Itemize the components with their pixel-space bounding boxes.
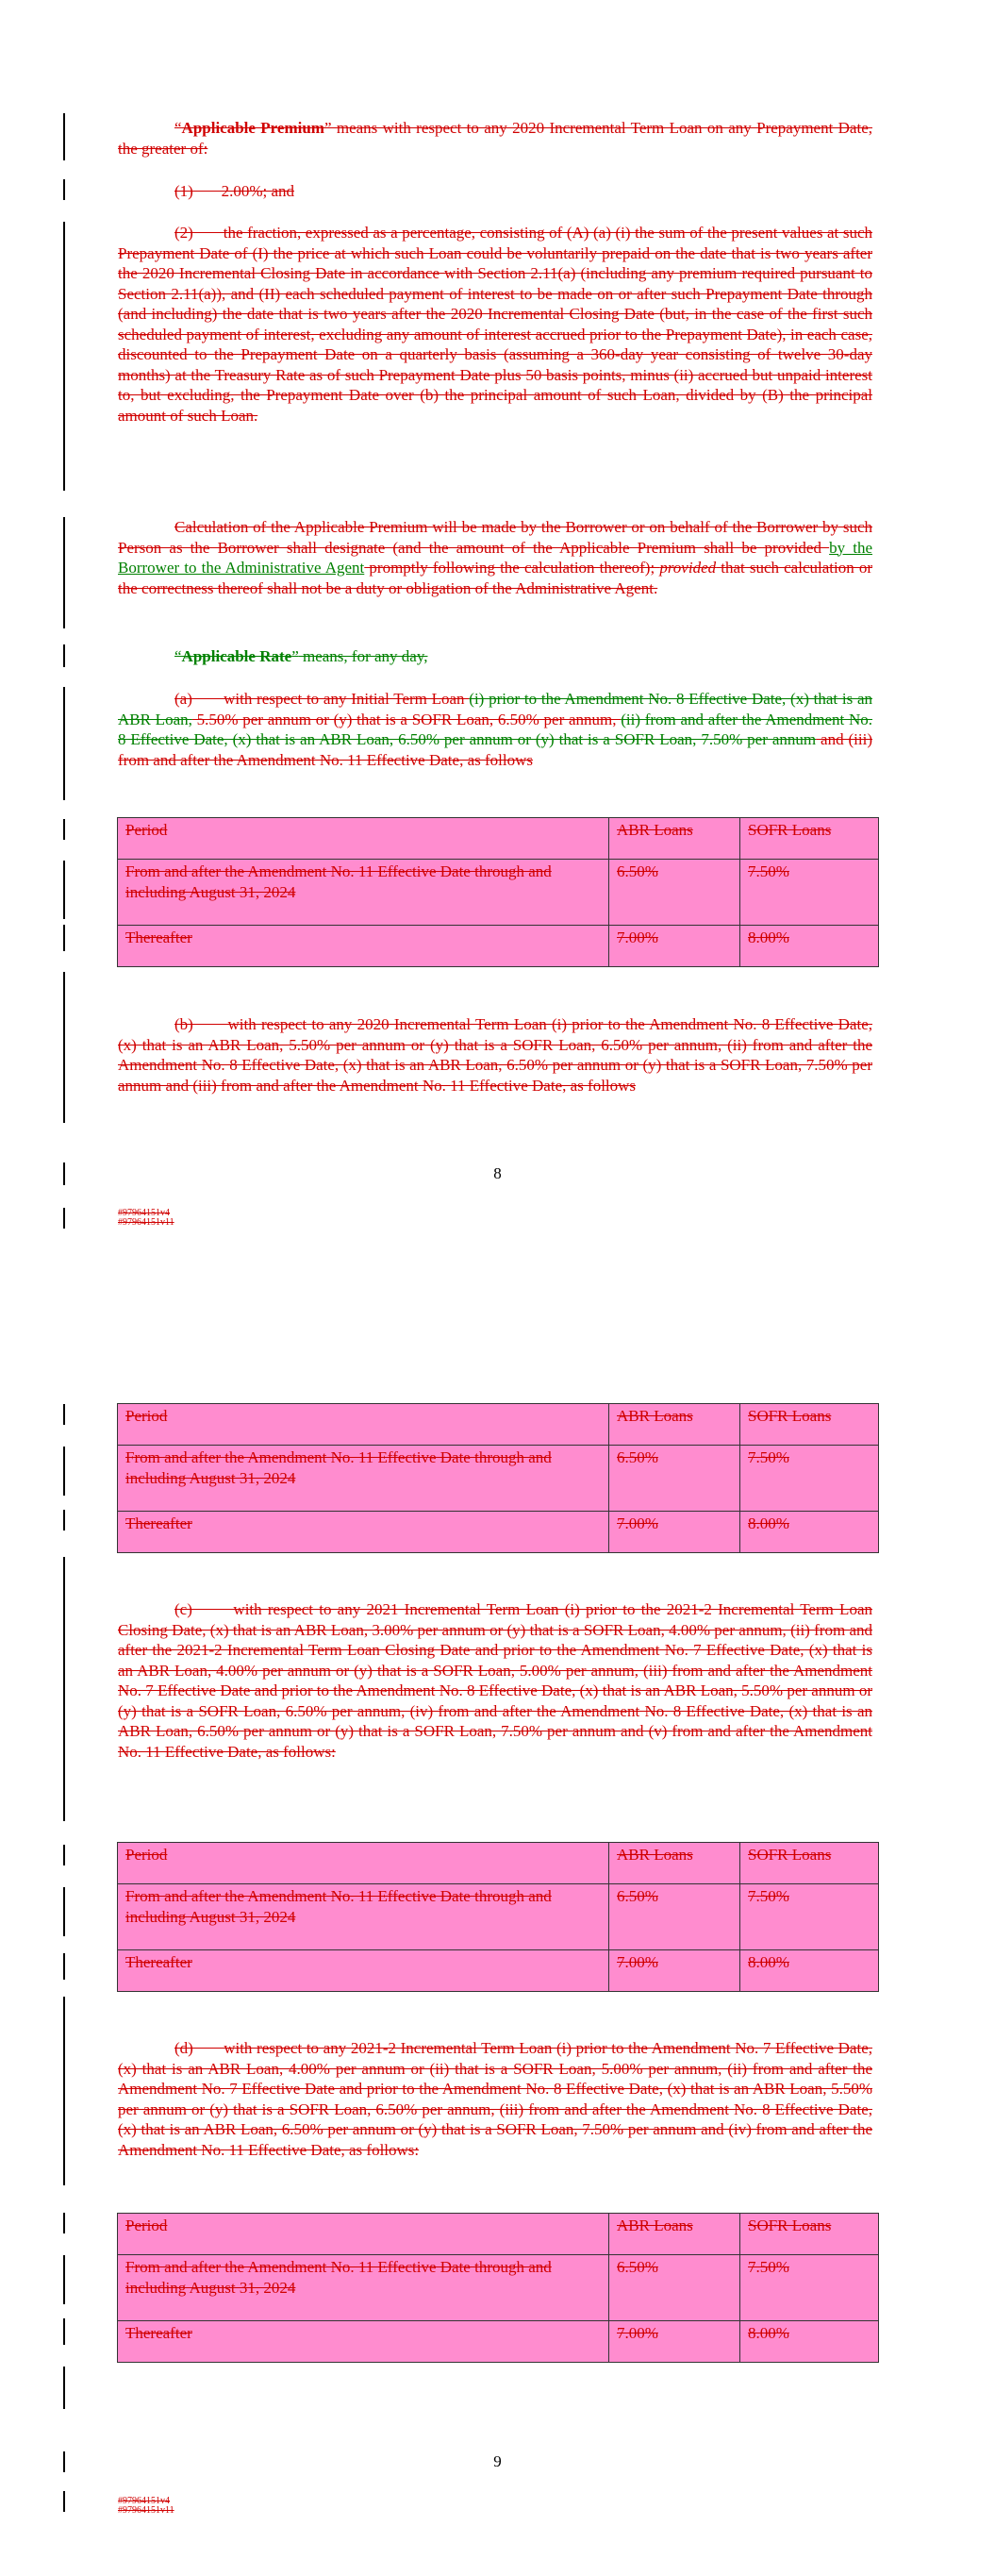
applicable-rate-definition: “Applicable Rate” means, for any day, [174, 647, 428, 665]
change-bar [63, 819, 65, 840]
change-bar [63, 925, 65, 951]
change-bar [63, 2213, 65, 2233]
change-bar [63, 2367, 65, 2409]
rate-clause-d: (d) with respect to any 2021-2 Incremental Term Loan (i) prior to the Amendment No. 7 Effective Date, (x) that is an ABR Loan, 4.00% per annum or (ii) that is a SOFR Loan, 5.00% per annum, (ii) from and after the Amendment No. 7 Effective Date and prior to the Amendment No. 8 Effective Date, (x) that is an ABR Loan, 5.50% per annum or (y) that is a SOFR Loan, 6.50% per annum, (iii) from and after the Amendment No. 8 Effective Date, (x) that is an ABR Loan, 6.50% per annum or (y) that is a SOFR Loan, 7.50% per annum and (iv) from and after the Amendment No. 11 Effective Date, as follows: [118, 2039, 872, 2159]
change-bar [63, 644, 65, 667]
header-period: Period [118, 818, 609, 860]
document-id: #97964151v11 [118, 2505, 174, 2516]
header-sofr: SOFR Loans [740, 818, 879, 860]
document-id: #97964151v4 [118, 1208, 170, 1218]
change-bar [63, 1404, 65, 1425]
table-row: Thereafter 7.00% 8.00% [118, 926, 879, 967]
applicable-premium-term: Applicable Premium [181, 119, 324, 137]
change-bar [63, 1845, 65, 1865]
premium-calculation-paragraph: Calculation of the Applicable Premium will be made by the Borrower or on behalf of the Borrower by such Person as the Borrower shall designate (and the amount of the Applicable Premium shall be provided by the Borrower to the Administrative Agent promptly following the calculation thereof); provided that such calculation or the correctness thereof shall not be a duty or obligation of the Administrative Agent. [118, 518, 872, 597]
change-bar [63, 972, 65, 1123]
applicable-premium-intro: means with respect to any 2020 Incremental Term Loan on any Prepayment Date, the greater of: [118, 119, 872, 158]
table-header-row: Period ABR Loans SOFR Loans [118, 1404, 879, 1446]
change-bar [63, 1953, 65, 1980]
change-bar [63, 1208, 65, 1229]
change-bar [63, 1447, 65, 1496]
change-bar [63, 179, 65, 200]
change-bar [63, 687, 65, 800]
table-row: From and after the Amendment No. 11 Effective Date through and including August 31, 2024 6.50% 7.50% [118, 860, 879, 926]
table-header-row: Period ABR Loans SOFR Loans [118, 1843, 879, 1884]
table-row: Thereafter 7.00% 8.00% [118, 1950, 879, 1992]
applicable-rate-term: Applicable Rate [181, 647, 292, 665]
change-bar [63, 113, 65, 160]
header-abr: ABR Loans [609, 818, 740, 860]
table-row: From and after the Amendment No. 11 Effective Date through and including August 31, 2024 6.50% 7.50% [118, 1446, 879, 1512]
table-row: From and after the Amendment No. 11 Effective Date through and including August 31, 2024 6.50% 7.50% [118, 1884, 879, 1950]
table-header-row [118, 818, 879, 860]
table-row: Thereafter 7.00% 8.00% [118, 2321, 879, 2363]
table-row: From and after the Amendment No. 11 Effective Date through and including August 31, 2024 6.50% 7.50% [118, 2255, 879, 2321]
document-id: #97964151v4 [118, 2496, 170, 2506]
change-bar [63, 1887, 65, 1936]
change-bar [63, 2318, 65, 2345]
change-bar [63, 1510, 65, 1531]
change-bar [63, 2255, 65, 2304]
change-bar [63, 2491, 65, 2512]
page-number: 9 [493, 2452, 502, 2470]
table-header-row: Period ABR Loans SOFR Loans [118, 2214, 879, 2255]
premium-item-1: (1) 2.00%; and [174, 182, 295, 200]
rate-table [117, 2213, 879, 2363]
change-bar [63, 517, 65, 628]
rate-table [117, 1842, 879, 1992]
premium-item-2: (2) the fraction, expressed as a percentage, consisting of (A) (a) (i) the sum of the present values at such Prepayment Date of (I) the price at which such Loan could be voluntarily prepaid on the date that is two years after the 2020 Incremental Closing Date in accordance with Section 2.11(a) (including any premium required pursuant to Section 2.11(a)), and (II) each scheduled payment of interest to be made on or after such Prepayment Date through (and including) the date that is two years after the 2020 Incremental Closing Date (but, in the case of the first such scheduled payment of interest, excluding any amount of interest accrued prior to the Prepayment Date), in each case, discounted to the Prepayment Date on a quarterly basis (assuming a 360-day year consisting of twelve 30-day months) at the Treasury Rate as of such Prepayment Date plus 50 basis points, minus (ii) accrued but unpaid interest to, but excluding, the Prepayment Date over (b) the principal amount of such Loan, divided by (B) the principal amount of such Loan. [118, 224, 872, 425]
applicable-premium-definition: “Applicable Premium” means with respect to any 2020 Incremental Term Loan on any Prepayment Date, the greater of: [118, 119, 872, 158]
rate-table [117, 817, 879, 967]
document-id: #97964151v11 [118, 1217, 174, 1228]
rate-clause-a: (a) with respect to any Initial Term Loan (i) prior to the Amendment No. 8 Effective Date, (x) that is an ABR Loan, 5.50% per annum or (y) that is a SOFR Loan, 6.50% per annum, (ii) from and after the Amendment No. 8 Effective Date, (x) that is an ABR Loan, 6.50% per annum or (y) that is a SOFR Loan, 7.50% per annum and (iii) from and after the Amendment No. 11 Effective Date, as follows [118, 690, 873, 769]
page-number: 8 [493, 1164, 502, 1182]
change-bar [63, 1997, 65, 2185]
table-row: Thereafter 7.00% 8.00% [118, 1512, 879, 1553]
change-bar [63, 861, 65, 919]
rate-clause-c: (c) with respect to any 2021 Incremental Term Loan (i) prior to the 2021-2 Incremental Term Loan Closing Date, (x) that is an ABR Loan, 3.00% per annum or (y) that is a SOFR Loan, 4.00% per annum, (ii) from and after the 2021-2 Incremental Term Loan Closing Date and prior to the Amendment No. 7 Effective Date, (x) that is an ABR Loan, 4.00% per annum or (y) that is a SOFR Loan, 5.00% per annum, (iii) from and after the Amendment No. 7 Effective Date and prior to the Amendment No. 8 Effective Date, (x) that is an ABR Loan, 5.50% per annum or (y) that is a SOFR Loan, 6.50% per annum, (iv) from and after the Amendment No. 8 Effective Date, (x) that is an ABR Loan, 6.50% per annum or (y) that is a SOFR Loan, 7.50% per annum and (v) from and after the Amendment No. 11 Effective Date, as follows: [118, 1600, 872, 1761]
change-bar [63, 1557, 65, 1821]
rate-table [117, 1403, 879, 1553]
change-bar [63, 222, 65, 491]
rate-clause-b: (b) with respect to any 2020 Incremental Term Loan (i) prior to the Amendment No. 8 Effective Date, (x) that is an ABR Loan, 5.50% per annum or (y) that is a SOFR Loan, 6.50% per annum, (ii) from and after the Amendment No. 8 Effective Date, (x) that is an ABR Loan, 6.50% per annum or (y) that is a SOFR Loan, 7.50% per annum and (iii) from and after the Amendment No. 11 Effective Date, as follows [118, 1015, 872, 1095]
